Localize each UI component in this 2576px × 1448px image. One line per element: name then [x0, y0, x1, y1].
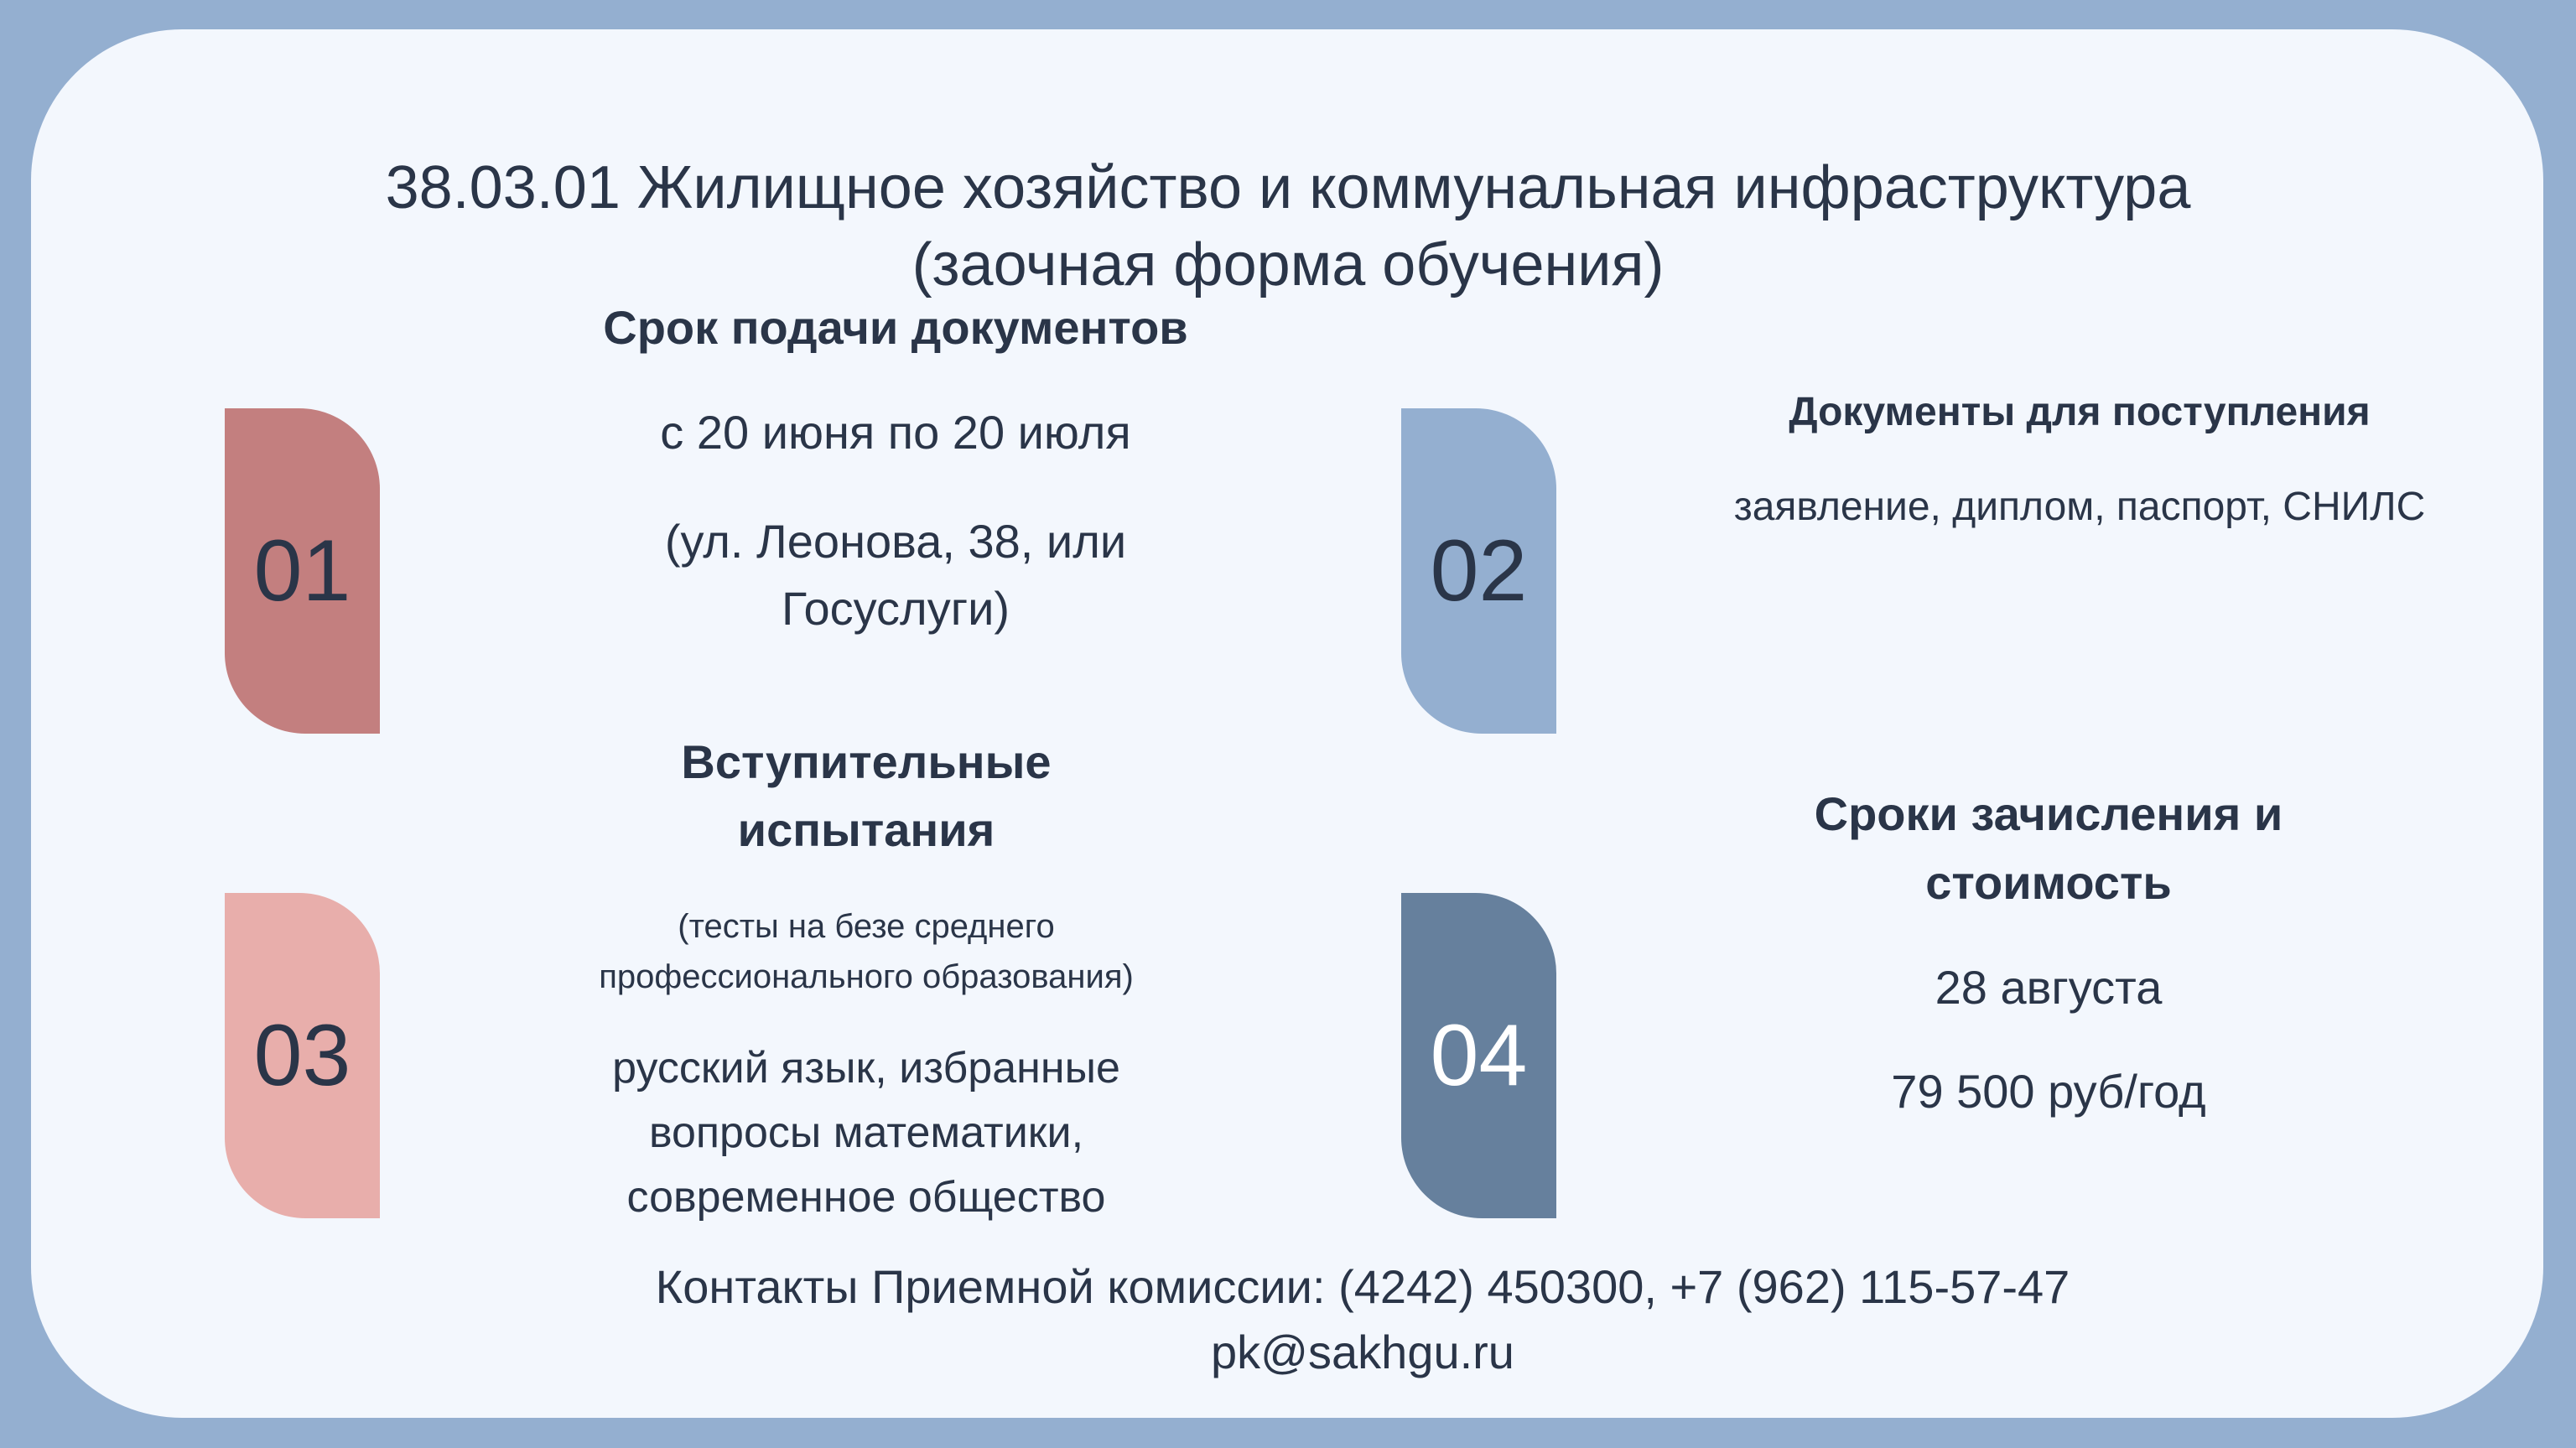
- contacts-phones: Контакты Приемной комиссии: (4242) 450300, +7 (962) 115-57-47: [655, 1260, 2070, 1313]
- step-badge-03: [225, 893, 380, 1218]
- step-number: 01: [253, 522, 351, 620]
- block-03-subjects: [531, 1036, 1202, 1230]
- step-number: 04: [1430, 1006, 1528, 1104]
- block-02-heading: Документы для поступления: [1789, 390, 2371, 434]
- block-04-heading-line-1: Сроки зачисления и: [1814, 787, 2283, 840]
- step-badge-01: [225, 408, 380, 734]
- block-03-line-3: современное общество: [626, 1173, 1106, 1222]
- block-03-note-line-2: профессионального образования): [599, 958, 1134, 995]
- step-number: 03: [253, 1006, 351, 1104]
- block-03-heading-line-1: Вступительные: [681, 735, 1052, 788]
- block-03-heading-line-2: испытания: [737, 803, 995, 856]
- block-03-heading: [531, 728, 1202, 864]
- step-badge-04: [1401, 893, 1556, 1218]
- block-01-line-2: (ул. Леонова, 38, или: [664, 515, 1127, 568]
- block-04-heading: [1713, 780, 2384, 917]
- block-04-price: 79 500 руб/год: [1891, 1065, 2206, 1118]
- block-01-heading: Срок подачи документов: [603, 301, 1188, 354]
- block-01-line-3: Госуслуги): [781, 582, 1010, 635]
- title-line-2: (заочная форма обучения): [911, 231, 1665, 298]
- contacts: [0, 1254, 2576, 1385]
- block-03-note-line-1: (тесты на безе среднего: [678, 908, 1055, 945]
- block-03-note: [531, 901, 1202, 1002]
- contacts-email[interactable]: pk@sakhgu.ru: [1211, 1326, 1514, 1378]
- block-03-line-1: русский язык, избранные: [612, 1044, 1120, 1092]
- block-02-line-1: заявление, диплом, паспорт, СНИЛС: [1733, 485, 2426, 529]
- block-04-heading-line-2: стоимость: [1925, 856, 2172, 909]
- title-line-1: 38.03.01 Жилищное хозяйство и коммунальная инфраструктура: [385, 154, 2191, 221]
- block-03-line-2: вопросы математики,: [648, 1108, 1084, 1157]
- block-04-date: 28 августа: [1935, 961, 2163, 1014]
- step-number: 02: [1430, 522, 1528, 620]
- block-01-line-1: с 20 июня по 20 июля: [660, 406, 1131, 459]
- page-title: [0, 149, 2576, 304]
- block-01-address: [560, 508, 1231, 642]
- step-badge-02: [1401, 408, 1556, 734]
